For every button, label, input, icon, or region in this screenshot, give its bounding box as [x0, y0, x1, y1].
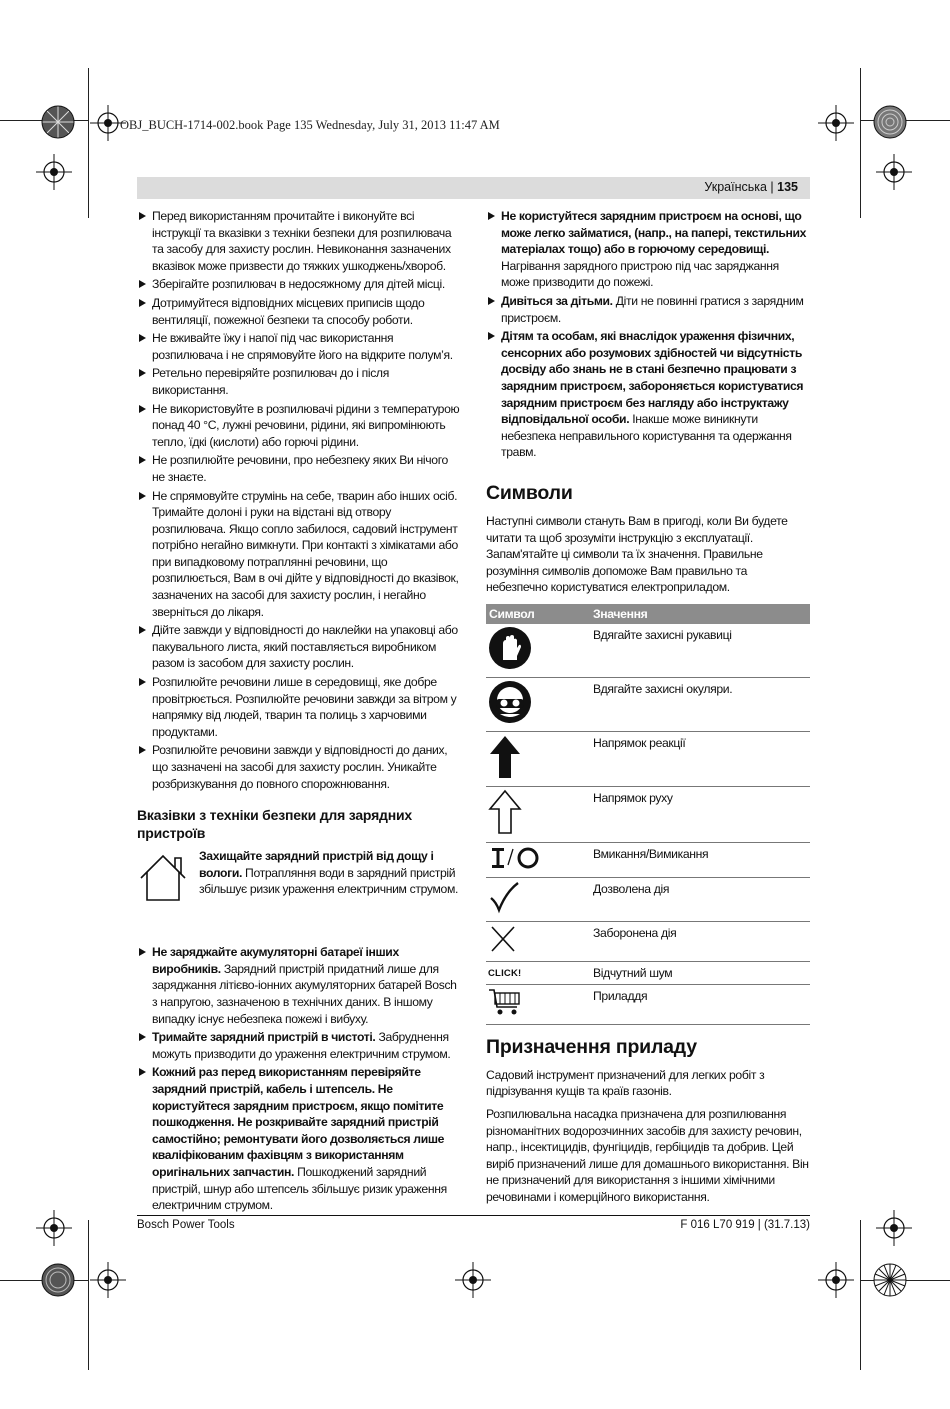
- symbols-table: [486, 604, 810, 1025]
- color-wheel-icon: [872, 1262, 908, 1298]
- list-item: Розпилюйте речовини лише в середовищі, яке добре провітрюється. Розпилюйте речовини завжди за вітром у напрямку від людей, тварин та полиць з харчовими продуктами.: [137, 674, 461, 740]
- registration-target-icon: [876, 154, 912, 190]
- symbol-meaning: Напрямок реакції: [590, 731, 810, 787]
- book-info: OBJ_BUCH-1714-002.book Page 135 Wednesday, July 31, 2013 11:47 AM: [120, 118, 500, 132]
- table-row: [486, 922, 810, 962]
- table-row: [486, 731, 810, 787]
- cart-icon: [488, 987, 522, 1017]
- purpose-heading: Призначення приладу: [486, 1035, 697, 1058]
- color-wheel-icon: [872, 104, 908, 140]
- table-row: [486, 878, 810, 922]
- header-separator: |: [766, 180, 778, 194]
- list-item: Дотримуйтеся відповідних місцевих приписів щодо вентиляції, пожежної безпеки та способу роботи.: [137, 295, 461, 328]
- charger-list: [137, 944, 461, 1214]
- symbol-meaning: Вдягайте захисні окуляри.: [590, 678, 810, 732]
- symbol-meaning: Заборонена дія: [590, 922, 810, 962]
- symbol-meaning: Напрямок руху: [590, 787, 810, 843]
- crop-mark: [88, 1220, 89, 1370]
- table-row: [486, 842, 810, 878]
- goggles-icon: [488, 680, 532, 724]
- symbol-meaning: Вмикання/Вимикання: [590, 842, 810, 878]
- footer-doc-number: F 016 L70 919 | (31.7.13): [680, 1219, 810, 1231]
- list-item: Не розпилюйте речовини, про небезпеку яких Ви нічого не знаєте.: [137, 452, 461, 485]
- list-item: Перед використанням прочитайте і виконуйте всі інструкції та вказівки з техніки безпеки для розпилювача та засобу для захисту рослин. Невиконання зазначених вказівок може призвести до тяжких ушкоджень/хвороб.: [137, 208, 461, 274]
- registration-target-icon: [818, 1262, 854, 1298]
- registration-target-icon: [36, 1210, 72, 1246]
- crop-mark: [860, 1220, 861, 1370]
- symbol-meaning: Дозволена дія: [590, 878, 810, 922]
- registration-target-icon: [818, 105, 854, 141]
- gloves-icon: [488, 626, 532, 670]
- page-number: 135: [777, 180, 798, 194]
- registration-target-icon: [876, 1210, 912, 1246]
- list-item: Не вживайте їжу і напої під час використання розпилювача і не спрямовуйте його на відкрите полум’я.: [137, 330, 461, 363]
- list-item: Кожний раз перед використанням перевіряйте зарядний пристрій, кабель і штепсель. Не користуйтеся зарядним пристроєм, якщо помітите пошкодження. Не розкривайте зарядний пристрій самостійно; ремонтувати його дозволяється лише кваліфікованим фахівцям з використанням оригінальних запчастин. Пошкоджений зарядний пристрій, шнур або штепсель збільшує ризик ураження електричним струмом.: [137, 1064, 461, 1213]
- footer-rule: [137, 1215, 810, 1216]
- checkmark-icon: [488, 880, 522, 914]
- on-off-icon: [488, 845, 544, 871]
- indoor-use-house-icon: [137, 848, 193, 904]
- registration-target-icon: [455, 1262, 491, 1298]
- list-item: Не використовуйте в розпилювачі рідини з температурою понад 40 °C, лужні речовини, рідини, які випромінюють тепло, їдкі (кислоти) або горючі рідини.: [137, 401, 461, 451]
- column-header-symbol: Символ: [486, 604, 590, 625]
- list-item: Розпилюйте речовини завжди у відповідності до даних, що зазначені на засобі для захисту рослин. Уникайте розбризкування до повного спорожнювання.: [137, 742, 461, 792]
- crop-mark: [88, 68, 89, 218]
- column-header-meaning: Значення: [590, 604, 810, 625]
- page-header: [137, 177, 810, 199]
- registration-target-icon: [90, 1262, 126, 1298]
- right-column: [486, 208, 810, 1212]
- list-item: Ретельно перевіряйте розпилювач до і після використання.: [137, 365, 461, 398]
- crop-mark: [860, 68, 861, 218]
- list-item: Не користуйтеся зарядним пристроєм на основі, що може легко займатися, (напр., на папері, текстильних матеріалах тощо) або в горючому середовищі. Нагрівання зарядного пристрою під час заряджання може призводити до пожежі.: [486, 208, 810, 291]
- list-item: Тримайте зарядний пристрій в чистоті. Забруднення можуть призводити до ураження електричним струмом.: [137, 1029, 461, 1062]
- charger-warning-bold: Захищайте зарядний пристрій від дощу і вологи.: [199, 849, 434, 880]
- color-wheel-icon: [40, 104, 76, 140]
- symbols-heading: Символи: [486, 481, 573, 504]
- reaction-arrow-icon: [488, 734, 522, 780]
- symbol-meaning: Відчутний шум: [590, 961, 810, 985]
- list-item: Дивіться за дітьми. Діти не повинні гратися з зарядним пристроєм.: [486, 293, 810, 326]
- table-row: [486, 961, 810, 985]
- list-item: Зберігайте розпилювач в недосяжному для дітей місці.: [137, 276, 461, 293]
- safety-list: [137, 208, 461, 792]
- movement-arrow-icon: [488, 789, 522, 835]
- symbols-intro: Наступні символи стануть Вам в пригоді, коли Ви будете читати та щоб зрозуміти інструкцію з експлуатації. Запам'ятайте ці символи та їх значення. Правильне розуміння символів допоможе Вам правильно та небезпечно користуватися електроприладом.: [486, 513, 788, 595]
- cross-icon: [488, 924, 518, 954]
- charger-warning-text: Потрапляння води в зарядний пристрій збільшує ризик ураження електричним струмом.: [199, 865, 459, 897]
- registration-target-icon: [36, 154, 72, 190]
- symbol-meaning: Приладдя: [590, 985, 810, 1025]
- click-icon: CLICK!: [488, 967, 522, 979]
- header-language: Українська: [704, 180, 767, 194]
- list-item: Дійте завжди у відповідності до наклейки на упаковці або пакувального листа, який поставляється виробником разом із засобом для захисту рослин.: [137, 622, 461, 672]
- table-row: [486, 624, 810, 677]
- list-item: Не заряджайте акумуляторні батареї інших виробників. Зарядний пристрій придатний лише для заряджання літієво-іонних акумуляторних батарей Bosch з напругою, зазначеною в технічних даних. В іншому випадку існує небезпека пожежі і вибуху.: [137, 944, 461, 1027]
- list-item: Дітям та особам, які внаслідок ураження фізичних, сенсорних або розумових здібностей чи відсутність досвіду або знань не в стані безпечно працювати з зарядним пристроєм, забороняється користуватися зарядним пристроєм без нагляду або інструктажу відповідальної особи. Інакше може виникнути небезпека неправильного користування та одержання травм.: [486, 328, 810, 461]
- left-column: [137, 208, 461, 1216]
- purpose-paragraph: Садовий інструмент призначений для легких робіт з підрізування кущів та країв газонів.: [486, 1067, 765, 1099]
- charger-list-continued: [486, 208, 810, 461]
- purpose-paragraph: Розпилювальна насадка призначена для розпилювання різноманітних водорозчинних засобів для захисту речовин, напр., інсектицидів, фунгіцидів, гербіцидів та добрив. Цей виріб призначений лише для домашнього використання. Він не призначений для використання з іншими хімічними речовинами і комерційного використання.: [486, 1107, 809, 1204]
- table-row: [486, 678, 810, 732]
- table-row: [486, 787, 810, 843]
- symbol-meaning: Вдягайте захисні рукавиці: [590, 624, 810, 677]
- list-item: Не спрямовуйте струмінь на себе, тварин або інших осіб. Тримайте долоні і руки на відстані від отвору розпилювача. Якщо сопло забилося, садовий інструмент потрібно негайно вимкнути. При контакті з хімікатами або при випадковому потраплянні речовини, що розпилюється, Вам в очі дійте у відповідності до вказівок, зазначених на засобі для захисту рослин, і негайно зверніться до лікаря.: [137, 488, 461, 621]
- charger-safety-heading: Вказівки з техніки безпеки для зарядних пристроїв: [137, 807, 412, 842]
- footer-brand: Bosch Power Tools: [137, 1219, 235, 1231]
- color-wheel-icon: [40, 1262, 76, 1298]
- table-row: [486, 985, 810, 1025]
- charger-warning: [137, 848, 461, 942]
